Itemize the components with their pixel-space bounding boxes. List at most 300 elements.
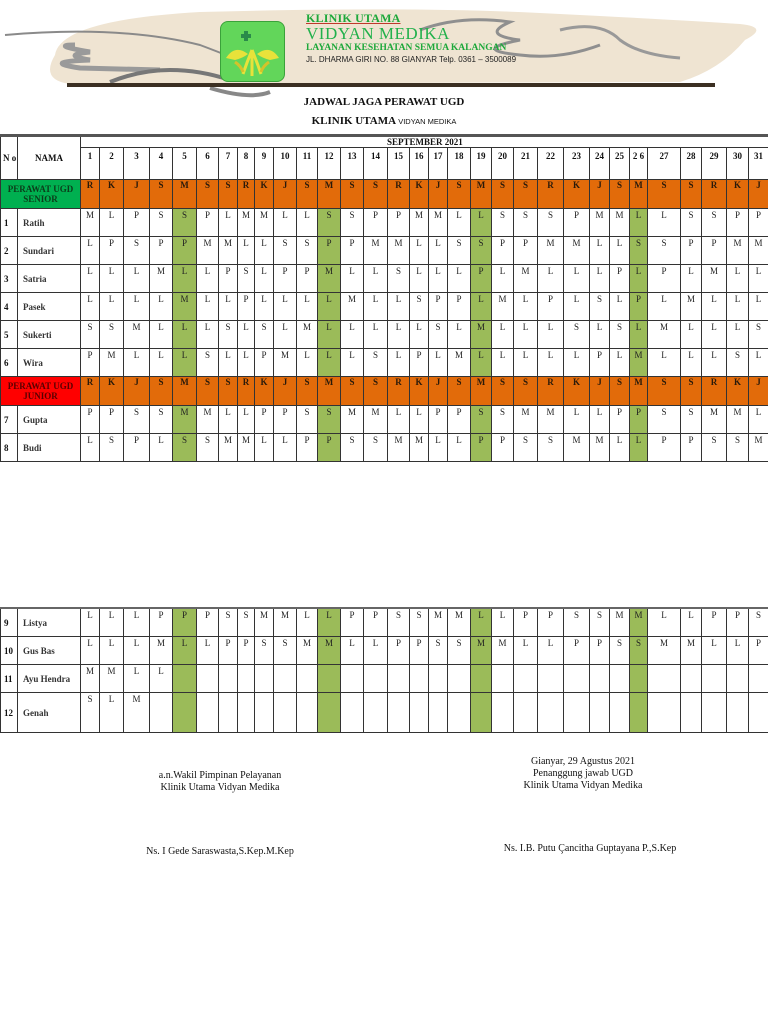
shift-cell[interactable]: P [364, 209, 388, 237]
shift-cell[interactable]: P [150, 237, 173, 265]
shift-cell[interactable]: S [410, 293, 429, 321]
shift-cell[interactable]: L [297, 608, 318, 637]
shift-cell[interactable]: L [238, 406, 255, 434]
shift-cell[interactable]: M [448, 349, 471, 377]
shift-cell[interactable]: P [429, 406, 448, 434]
shift-cell[interactable] [238, 693, 255, 733]
shift-cell[interactable]: S [429, 321, 448, 349]
shift-cell[interactable] [150, 693, 173, 733]
shift-cell[interactable]: L [255, 265, 274, 293]
shift-cell[interactable] [648, 693, 681, 733]
shift-cell[interactable]: L [564, 265, 590, 293]
shift-cell[interactable]: P [297, 265, 318, 293]
shift-cell[interactable]: S [610, 637, 630, 665]
shift-cell[interactable]: M [255, 209, 274, 237]
shift-cell[interactable]: L [610, 293, 630, 321]
shift-cell[interactable]: M [648, 637, 681, 665]
shift-cell[interactable]: M [448, 608, 471, 637]
shift-cell[interactable]: M [538, 406, 564, 434]
shift-cell[interactable]: L [297, 209, 318, 237]
shift-cell[interactable] [630, 665, 648, 693]
shift-cell[interactable]: L [630, 265, 648, 293]
shift-cell[interactable]: L [318, 608, 341, 637]
shift-cell[interactable]: S [492, 209, 514, 237]
shift-cell[interactable]: L [318, 349, 341, 377]
shift-cell[interactable]: L [410, 406, 429, 434]
shift-cell[interactable]: M [388, 237, 410, 265]
shift-cell[interactable]: S [197, 434, 219, 462]
shift-cell[interactable]: L [749, 265, 768, 293]
shift-cell[interactable]: L [648, 608, 681, 637]
shift-cell[interactable]: P [238, 293, 255, 321]
shift-cell[interactable]: L [341, 637, 364, 665]
shift-cell[interactable]: L [630, 321, 648, 349]
shift-cell[interactable]: S [81, 321, 100, 349]
shift-cell[interactable] [564, 693, 590, 733]
shift-cell[interactable] [590, 693, 610, 733]
shift-cell[interactable]: S [341, 434, 364, 462]
shift-cell[interactable]: L [100, 209, 124, 237]
shift-cell[interactable] [471, 665, 492, 693]
shift-cell[interactable]: L [124, 665, 150, 693]
shift-cell[interactable]: M [590, 209, 610, 237]
shift-cell[interactable]: M [197, 237, 219, 265]
shift-cell[interactable] [318, 665, 341, 693]
shift-cell[interactable]: M [564, 237, 590, 265]
shift-cell[interactable]: L [388, 349, 410, 377]
shift-cell[interactable]: M [471, 321, 492, 349]
shift-cell[interactable]: L [492, 608, 514, 637]
shift-cell[interactable]: P [492, 237, 514, 265]
shift-cell[interactable]: P [197, 608, 219, 637]
shift-cell[interactable]: L [630, 209, 648, 237]
shift-cell[interactable]: L [124, 293, 150, 321]
shift-cell[interactable]: S [429, 637, 448, 665]
shift-cell[interactable]: S [274, 637, 297, 665]
shift-cell[interactable]: S [173, 434, 197, 462]
shift-cell[interactable]: P [341, 237, 364, 265]
shift-cell[interactable]: P [590, 349, 610, 377]
shift-cell[interactable]: L [255, 434, 274, 462]
shift-cell[interactable] [610, 693, 630, 733]
shift-cell[interactable]: S [727, 434, 749, 462]
shift-cell[interactable]: P [297, 434, 318, 462]
shift-cell[interactable]: S [702, 434, 727, 462]
shift-cell[interactable]: M [492, 293, 514, 321]
shift-cell[interactable]: M [514, 406, 538, 434]
shift-cell[interactable]: P [727, 209, 749, 237]
shift-cell[interactable]: L [81, 637, 100, 665]
shift-cell[interactable]: S [150, 209, 173, 237]
shift-cell[interactable]: M [364, 237, 388, 265]
shift-cell[interactable]: M [341, 293, 364, 321]
shift-cell[interactable]: M [388, 434, 410, 462]
shift-cell[interactable] [197, 693, 219, 733]
shift-cell[interactable]: M [219, 434, 238, 462]
shift-cell[interactable]: M [81, 209, 100, 237]
shift-cell[interactable]: L [100, 693, 124, 733]
shift-cell[interactable]: P [410, 637, 429, 665]
shift-cell[interactable] [702, 665, 727, 693]
shift-cell[interactable] [702, 693, 727, 733]
shift-cell[interactable]: S [274, 237, 297, 265]
shift-cell[interactable]: S [630, 637, 648, 665]
shift-cell[interactable]: S [749, 608, 768, 637]
shift-cell[interactable]: S [219, 321, 238, 349]
shift-cell[interactable]: M [173, 406, 197, 434]
shift-cell[interactable]: L [610, 434, 630, 462]
shift-cell[interactable]: P [538, 608, 564, 637]
shift-cell[interactable]: L [448, 265, 471, 293]
shift-cell[interactable]: L [590, 237, 610, 265]
shift-cell[interactable] [514, 693, 538, 733]
shift-cell[interactable]: S [590, 608, 610, 637]
shift-cell[interactable]: S [538, 434, 564, 462]
shift-cell[interactable]: L [124, 608, 150, 637]
shift-cell[interactable]: P [318, 237, 341, 265]
shift-cell[interactable]: P [702, 608, 727, 637]
shift-cell[interactable]: L [388, 406, 410, 434]
shift-cell[interactable]: M [150, 637, 173, 665]
shift-cell[interactable]: P [255, 406, 274, 434]
shift-cell[interactable]: L [429, 434, 448, 462]
shift-cell[interactable]: P [514, 237, 538, 265]
shift-cell[interactable]: L [514, 321, 538, 349]
shift-cell[interactable] [749, 693, 768, 733]
shift-cell[interactable]: M [727, 237, 749, 265]
shift-cell[interactable]: P [681, 434, 702, 462]
shift-cell[interactable]: P [124, 209, 150, 237]
shift-cell[interactable]: L [410, 237, 429, 265]
shift-cell[interactable]: L [173, 349, 197, 377]
shift-cell[interactable]: L [610, 349, 630, 377]
shift-cell[interactable]: L [274, 321, 297, 349]
shift-cell[interactable]: M [219, 237, 238, 265]
shift-cell[interactable]: L [681, 608, 702, 637]
shift-cell[interactable]: L [702, 321, 727, 349]
shift-cell[interactable]: M [364, 406, 388, 434]
shift-cell[interactable]: L [538, 349, 564, 377]
shift-cell[interactable]: L [341, 321, 364, 349]
shift-cell[interactable]: L [514, 349, 538, 377]
shift-cell[interactable]: L [727, 293, 749, 321]
shift-cell[interactable]: M [749, 434, 768, 462]
shift-cell[interactable]: L [219, 406, 238, 434]
shift-cell[interactable]: L [219, 209, 238, 237]
shift-cell[interactable]: L [590, 265, 610, 293]
shift-cell[interactable]: L [681, 321, 702, 349]
shift-cell[interactable]: L [297, 293, 318, 321]
shift-cell[interactable]: S [538, 209, 564, 237]
shift-cell[interactable]: L [318, 293, 341, 321]
shift-cell[interactable]: M [429, 209, 448, 237]
shift-cell[interactable]: S [219, 608, 238, 637]
shift-cell[interactable]: P [219, 637, 238, 665]
shift-cell[interactable]: P [630, 406, 648, 434]
shift-cell[interactable]: M [749, 237, 768, 265]
shift-cell[interactable]: L [538, 637, 564, 665]
shift-cell[interactable]: L [274, 209, 297, 237]
shift-cell[interactable]: S [590, 293, 610, 321]
shift-cell[interactable]: S [197, 349, 219, 377]
shift-cell[interactable]: L [492, 321, 514, 349]
shift-cell[interactable]: M [702, 406, 727, 434]
shift-cell[interactable]: L [648, 209, 681, 237]
shift-cell[interactable]: M [492, 637, 514, 665]
shift-cell[interactable]: P [749, 637, 768, 665]
shift-cell[interactable]: L [429, 237, 448, 265]
shift-cell[interactable]: M [318, 265, 341, 293]
shift-cell[interactable]: L [124, 637, 150, 665]
shift-cell[interactable]: L [702, 293, 727, 321]
shift-cell[interactable]: L [124, 349, 150, 377]
shift-cell[interactable]: M [727, 406, 749, 434]
shift-cell[interactable]: L [274, 293, 297, 321]
shift-cell[interactable]: L [471, 608, 492, 637]
shift-cell[interactable]: M [471, 637, 492, 665]
shift-cell[interactable]: S [564, 608, 590, 637]
shift-cell[interactable]: P [648, 265, 681, 293]
shift-cell[interactable]: L [448, 209, 471, 237]
shift-cell[interactable]: L [124, 265, 150, 293]
shift-cell[interactable]: L [727, 637, 749, 665]
shift-cell[interactable] [364, 665, 388, 693]
shift-cell[interactable]: L [81, 265, 100, 293]
shift-cell[interactable] [749, 665, 768, 693]
shift-cell[interactable]: M [124, 321, 150, 349]
shift-cell[interactable]: L [255, 237, 274, 265]
shift-cell[interactable] [318, 693, 341, 733]
shift-cell[interactable]: L [197, 637, 219, 665]
shift-cell[interactable] [538, 693, 564, 733]
shift-cell[interactable]: S [514, 209, 538, 237]
shift-cell[interactable]: M [150, 265, 173, 293]
shift-cell[interactable]: P [681, 237, 702, 265]
shift-cell[interactable]: S [100, 321, 124, 349]
shift-cell[interactable]: S [471, 237, 492, 265]
shift-cell[interactable]: P [448, 293, 471, 321]
shift-cell[interactable]: L [630, 434, 648, 462]
shift-cell[interactable]: M [681, 637, 702, 665]
shift-cell[interactable]: P [630, 293, 648, 321]
shift-cell[interactable]: L [702, 349, 727, 377]
shift-cell[interactable]: S [238, 265, 255, 293]
shift-cell[interactable] [238, 665, 255, 693]
shift-cell[interactable]: S [702, 209, 727, 237]
shift-cell[interactable]: P [100, 406, 124, 434]
shift-cell[interactable]: L [429, 265, 448, 293]
shift-cell[interactable]: M [630, 349, 648, 377]
shift-cell[interactable]: P [388, 209, 410, 237]
shift-cell[interactable]: S [150, 406, 173, 434]
shift-cell[interactable]: L [100, 608, 124, 637]
shift-cell[interactable] [410, 665, 429, 693]
shift-cell[interactable]: P [219, 265, 238, 293]
shift-cell[interactable]: P [364, 608, 388, 637]
shift-cell[interactable] [173, 665, 197, 693]
shift-cell[interactable] [274, 665, 297, 693]
shift-cell[interactable]: L [727, 265, 749, 293]
shift-cell[interactable]: L [238, 237, 255, 265]
shift-cell[interactable]: L [150, 665, 173, 693]
shift-cell[interactable]: L [219, 349, 238, 377]
shift-cell[interactable]: M [630, 608, 648, 637]
shift-cell[interactable]: P [471, 434, 492, 462]
shift-cell[interactable] [564, 665, 590, 693]
shift-cell[interactable]: L [364, 637, 388, 665]
shift-cell[interactable]: L [564, 349, 590, 377]
shift-cell[interactable]: S [341, 209, 364, 237]
shift-cell[interactable]: L [150, 349, 173, 377]
shift-cell[interactable]: L [197, 293, 219, 321]
shift-cell[interactable]: L [341, 349, 364, 377]
shift-cell[interactable]: L [81, 434, 100, 462]
shift-cell[interactable]: L [81, 293, 100, 321]
shift-cell[interactable]: L [492, 349, 514, 377]
shift-cell[interactable]: L [538, 265, 564, 293]
shift-cell[interactable]: S [124, 406, 150, 434]
shift-cell[interactable]: L [564, 406, 590, 434]
shift-cell[interactable]: M [610, 608, 630, 637]
shift-cell[interactable]: S [448, 237, 471, 265]
shift-cell[interactable] [341, 665, 364, 693]
shift-cell[interactable]: P [702, 237, 727, 265]
shift-cell[interactable]: L [238, 321, 255, 349]
shift-cell[interactable]: S [564, 321, 590, 349]
shift-cell[interactable]: S [318, 209, 341, 237]
shift-cell[interactable] [471, 693, 492, 733]
shift-cell[interactable] [648, 665, 681, 693]
shift-cell[interactable] [630, 693, 648, 733]
shift-cell[interactable]: L [492, 265, 514, 293]
shift-cell[interactable]: L [471, 293, 492, 321]
shift-cell[interactable]: L [318, 321, 341, 349]
shift-cell[interactable]: M [410, 434, 429, 462]
shift-cell[interactable]: L [590, 406, 610, 434]
shift-cell[interactable]: P [429, 293, 448, 321]
shift-cell[interactable]: L [681, 265, 702, 293]
shift-cell[interactable]: P [274, 265, 297, 293]
shift-cell[interactable]: L [538, 321, 564, 349]
shift-cell[interactable]: L [471, 209, 492, 237]
shift-cell[interactable]: L [255, 293, 274, 321]
shift-cell[interactable]: L [219, 293, 238, 321]
shift-cell[interactable] [681, 665, 702, 693]
shift-cell[interactable]: L [150, 434, 173, 462]
shift-cell[interactable]: P [81, 406, 100, 434]
shift-cell[interactable]: P [471, 265, 492, 293]
shift-cell[interactable]: S [492, 406, 514, 434]
shift-cell[interactable]: L [388, 321, 410, 349]
shift-cell[interactable]: L [590, 321, 610, 349]
shift-cell[interactable]: M [274, 349, 297, 377]
shift-cell[interactable] [429, 693, 448, 733]
shift-cell[interactable] [410, 693, 429, 733]
shift-cell[interactable]: M [538, 237, 564, 265]
shift-cell[interactable] [492, 693, 514, 733]
shift-cell[interactable]: M [124, 693, 150, 733]
shift-cell[interactable]: P [448, 406, 471, 434]
shift-cell[interactable] [514, 665, 538, 693]
shift-cell[interactable] [388, 665, 410, 693]
shift-cell[interactable]: P [173, 237, 197, 265]
shift-cell[interactable] [448, 693, 471, 733]
shift-cell[interactable]: L [150, 321, 173, 349]
shift-cell[interactable]: P [274, 406, 297, 434]
shift-cell[interactable]: S [727, 349, 749, 377]
shift-cell[interactable] [727, 693, 749, 733]
shift-cell[interactable] [538, 665, 564, 693]
shift-cell[interactable]: L [81, 237, 100, 265]
shift-cell[interactable] [341, 693, 364, 733]
shift-cell[interactable]: S [410, 608, 429, 637]
shift-cell[interactable]: S [297, 237, 318, 265]
shift-cell[interactable] [173, 693, 197, 733]
shift-cell[interactable]: P [610, 265, 630, 293]
shift-cell[interactable]: L [341, 265, 364, 293]
shift-cell[interactable]: P [514, 608, 538, 637]
shift-cell[interactable]: M [590, 434, 610, 462]
shift-cell[interactable]: L [727, 321, 749, 349]
shift-cell[interactable]: M [702, 265, 727, 293]
shift-cell[interactable]: L [514, 637, 538, 665]
shift-cell[interactable]: L [364, 293, 388, 321]
shift-cell[interactable]: M [681, 293, 702, 321]
shift-cell[interactable]: M [297, 637, 318, 665]
shift-cell[interactable]: L [364, 321, 388, 349]
shift-cell[interactable]: P [727, 608, 749, 637]
shift-cell[interactable] [297, 665, 318, 693]
shift-cell[interactable]: L [197, 265, 219, 293]
shift-cell[interactable]: P [81, 349, 100, 377]
shift-cell[interactable]: M [197, 406, 219, 434]
shift-cell[interactable]: L [150, 293, 173, 321]
shift-cell[interactable]: S [681, 406, 702, 434]
shift-cell[interactable]: L [238, 349, 255, 377]
shift-cell[interactable]: L [514, 293, 538, 321]
shift-cell[interactable]: M [410, 209, 429, 237]
shift-cell[interactable]: L [100, 637, 124, 665]
shift-cell[interactable]: M [274, 608, 297, 637]
shift-cell[interactable]: L [749, 349, 768, 377]
shift-cell[interactable]: M [564, 434, 590, 462]
shift-cell[interactable]: S [388, 608, 410, 637]
shift-cell[interactable]: S [297, 406, 318, 434]
shift-cell[interactable]: L [648, 293, 681, 321]
shift-cell[interactable]: P [255, 349, 274, 377]
shift-cell[interactable]: M [514, 265, 538, 293]
shift-cell[interactable]: L [100, 265, 124, 293]
shift-cell[interactable]: L [388, 293, 410, 321]
shift-cell[interactable]: S [318, 406, 341, 434]
shift-cell[interactable]: S [681, 209, 702, 237]
shift-cell[interactable] [590, 665, 610, 693]
shift-cell[interactable]: L [274, 434, 297, 462]
shift-cell[interactable]: P [564, 209, 590, 237]
shift-cell[interactable]: L [610, 237, 630, 265]
shift-cell[interactable]: L [81, 608, 100, 637]
shift-cell[interactable]: S [173, 209, 197, 237]
shift-cell[interactable]: S [630, 237, 648, 265]
shift-cell[interactable]: S [514, 434, 538, 462]
shift-cell[interactable]: M [100, 665, 124, 693]
shift-cell[interactable]: M [610, 209, 630, 237]
shift-cell[interactable]: P [564, 637, 590, 665]
shift-cell[interactable]: L [448, 434, 471, 462]
shift-cell[interactable]: P [318, 434, 341, 462]
shift-cell[interactable]: P [610, 406, 630, 434]
shift-cell[interactable]: S [610, 321, 630, 349]
